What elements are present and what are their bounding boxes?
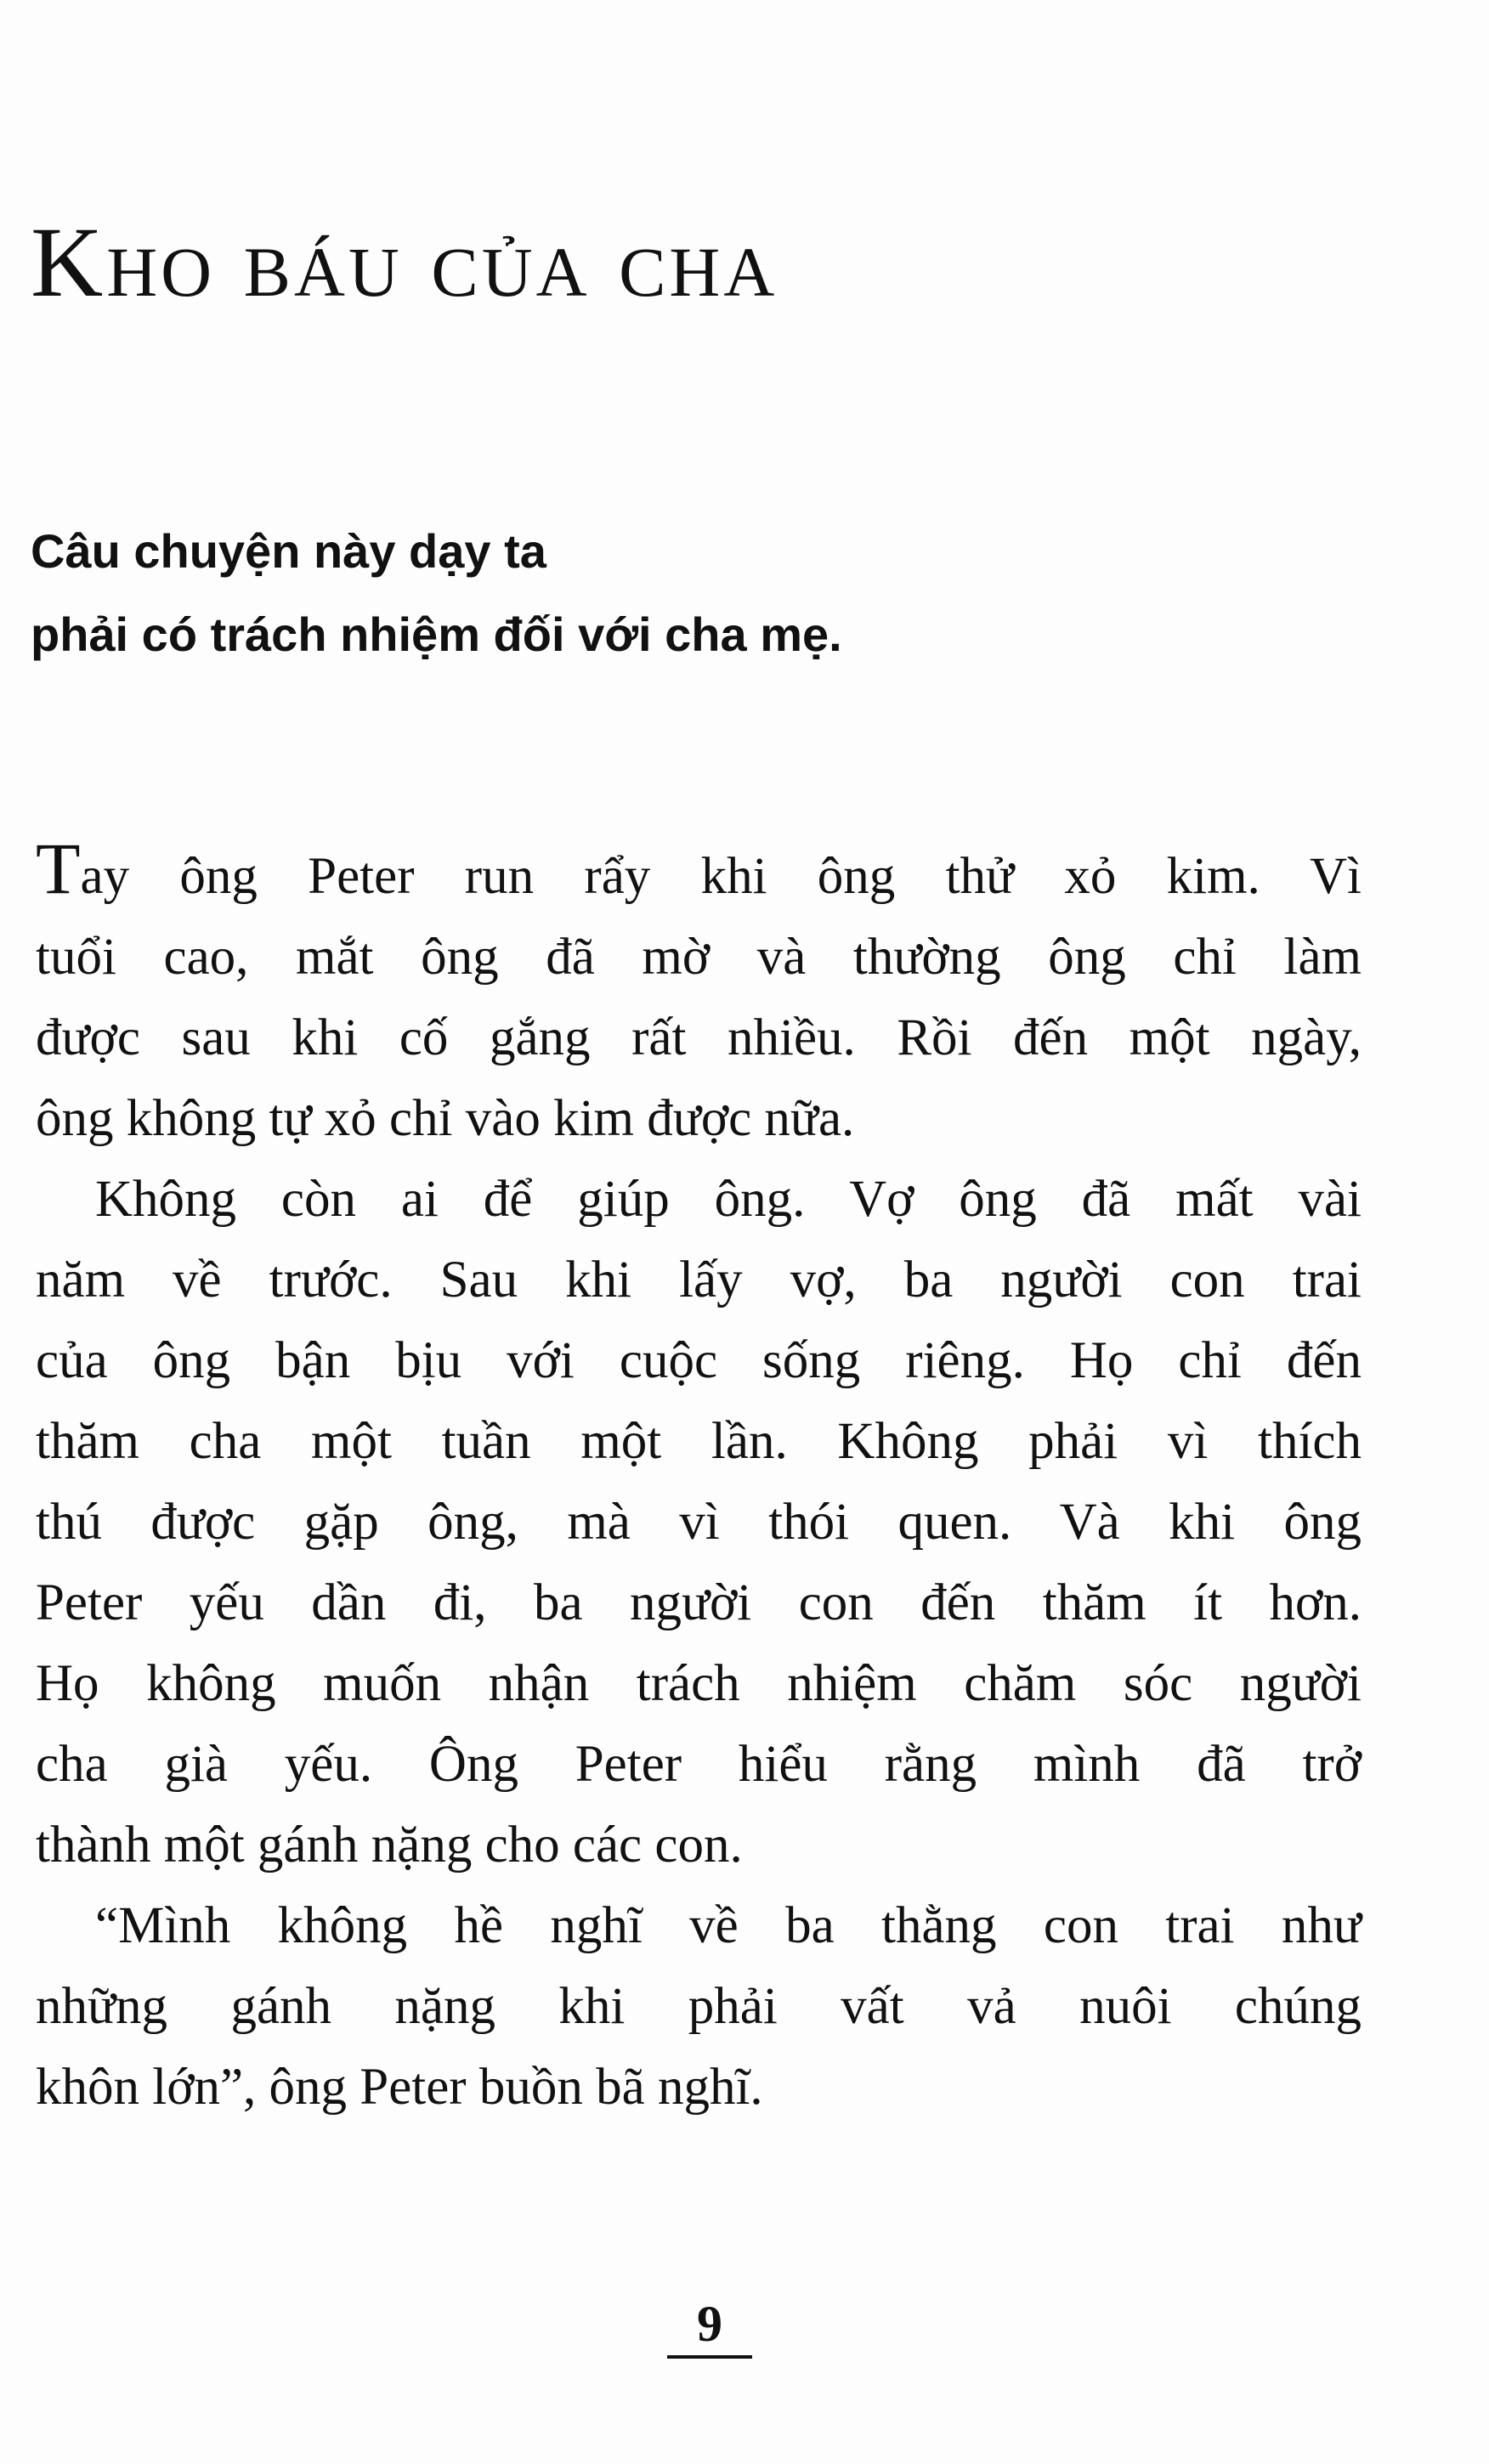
- body-line: khôn lớn”, ông Peter buồn bã nghĩ.: [36, 2059, 763, 2116]
- body-line: [36, 828, 1362, 917]
- body-line: Peter yếu dần đi, ba người con đến thăm ít hơn.: [36, 1574, 1362, 1631]
- paragraph-3: [36, 1885, 1362, 2128]
- body-line: những gánh nặng khi phải vất vả nuôi chúng: [36, 1978, 1362, 2035]
- body-line: Không còn ai để giúp ông. Vợ ông đã mất vài: [95, 1171, 1362, 1228]
- chapter-title: Kho báu của cha: [31, 206, 778, 318]
- page-number-underline: [667, 2355, 752, 2359]
- chapter-subtitle: [31, 510, 1305, 676]
- paragraph-1: [36, 828, 1362, 1159]
- body-text: [36, 828, 1362, 2128]
- body-line: của ông bận bịu với cuộc sống riêng. Họ chỉ đến: [36, 1332, 1362, 1389]
- body-line: năm về trước. Sau khi lấy vợ, ba người con trai: [36, 1252, 1362, 1308]
- body-line: ông không tự xỏ chỉ vào kim được nữa.: [36, 1090, 855, 1147]
- body-line: thăm cha một tuần một lần. Không phải vì thích: [36, 1413, 1362, 1470]
- body-line: cha già yếu. Ông Peter hiểu rằng mình đã trở: [36, 1736, 1362, 1793]
- subtitle-line: Câu chuyện này dạy ta: [31, 524, 546, 578]
- body-line: được sau khi cố gắng rất nhiều. Rồi đến một ngày,: [36, 1009, 1362, 1066]
- body-line: thú được gặp ông, mà vì thói quen. Và khi ông: [36, 1494, 1362, 1551]
- subtitle-line: phải có trách nhiệm đối với cha mẹ.: [31, 608, 842, 661]
- body-line: thành một gánh nặng cho các con.: [36, 1817, 743, 1873]
- body-line: tuổi cao, mắt ông đã mờ và thường ông chỉ làm: [36, 929, 1362, 986]
- drop-cap: T: [36, 828, 81, 909]
- body-line: Họ không muốn nhận trách nhiệm chăm sóc người: [36, 1655, 1362, 1712]
- page-number: 9: [697, 2296, 722, 2352]
- body-line: “Mình không hề nghĩ về ba thằng con trai như: [95, 1897, 1362, 1954]
- paragraph-2: [36, 1159, 1362, 1885]
- body-line-text: ay ông Peter run rẩy khi ông thử xỏ kim. Vì: [80, 848, 1362, 905]
